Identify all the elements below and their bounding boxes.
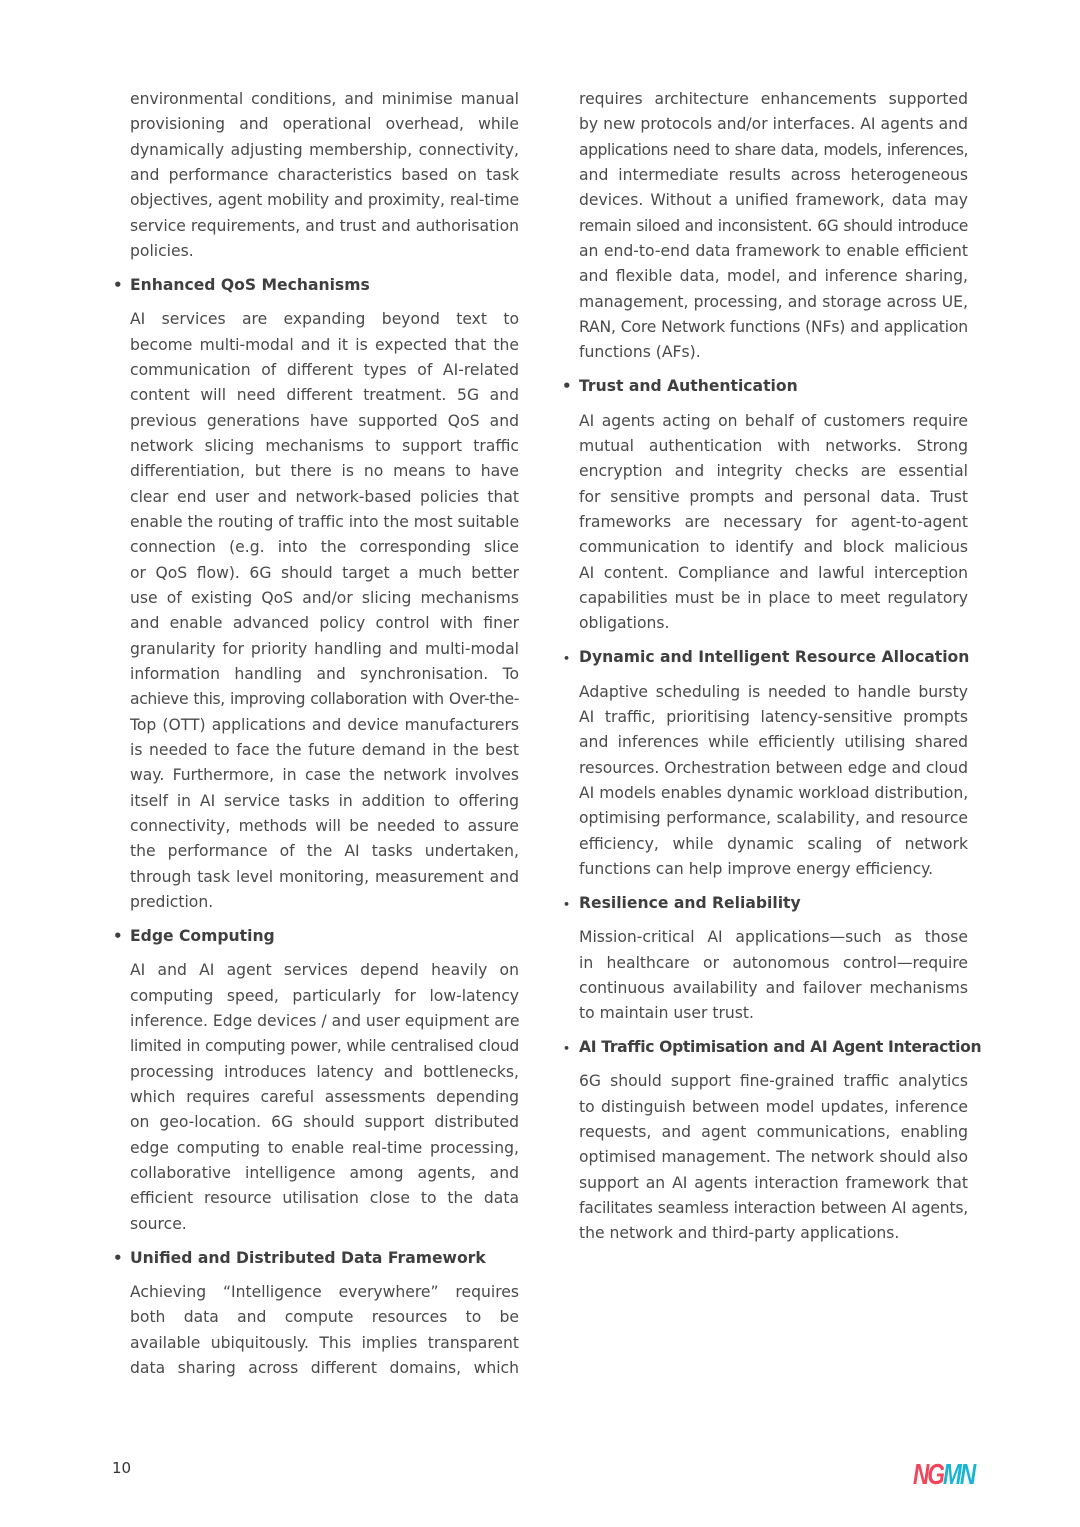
- text-line: itself in AI service tasks in addition to offering: [130, 791, 519, 810]
- text-line: 6G should support fine-grained traffic analytics: [579, 1072, 968, 1091]
- section-heading-enhanced-qos: [113, 273, 519, 298]
- text-line: mutual authentication with networks. Strong: [579, 436, 968, 455]
- text-line: previous generations have supported QoS and: [130, 411, 519, 430]
- right-column: [562, 87, 982, 1255]
- text-line: enable the routing of traffic into the most suitable: [130, 513, 519, 531]
- text-line: the performance of the AI tasks undertaken,: [130, 842, 519, 861]
- text-line: resources. Orchestration between edge and cloud: [579, 758, 968, 777]
- text-line: and intermediate results across heterogeneous: [579, 166, 968, 185]
- text-line: way. Furthermore, in case the network involves: [130, 766, 519, 785]
- bullet-icon: •: [563, 897, 571, 911]
- text-line: content will need different treatment. 5G and: [130, 386, 519, 405]
- section-body-unified-data-framework: [130, 1280, 519, 1381]
- bullet-icon: •: [113, 1248, 123, 1267]
- continuation-paragraph: [579, 87, 968, 366]
- text-line: AI content. Compliance and lawful interception: [579, 563, 968, 582]
- text-line: which requires careful assessments depending: [130, 1088, 519, 1107]
- text-line: on geo-location. 6G should support distributed: [130, 1113, 519, 1132]
- text-line: Top (OTT) applications and device manufacturers: [130, 715, 519, 734]
- text-line: by new protocols and/or interfaces. AI agents and: [579, 115, 968, 134]
- left-column: [113, 87, 520, 1390]
- text-line: management, processing, and storage across UE,: [579, 292, 968, 311]
- section-body-edge-computing: [130, 958, 519, 1237]
- page-number: 10: [112, 1459, 132, 1477]
- text-line: requires architecture enhancements supported: [579, 90, 968, 108]
- text-line: through task level monitoring, measurement and: [130, 867, 519, 886]
- text-line: and performance characteristics based on task: [130, 166, 519, 185]
- text-line: communication to identify and block malicious: [579, 538, 968, 557]
- text-line: Achieving “Intelligence everywhere” requires: [130, 1282, 519, 1301]
- text-line: Adaptive scheduling is needed to handle bursty: [579, 682, 968, 701]
- text-line: become multi-modal and it is expected that the: [130, 335, 519, 354]
- text-line: the network and third-party applications.: [579, 1224, 900, 1243]
- text-line: and enable advanced policy control with finer: [130, 614, 519, 633]
- text-line: prediction.: [130, 893, 214, 912]
- text-line: AI services are expanding beyond text to: [130, 310, 519, 329]
- text-line: environmental conditions, and minimise manual: [130, 90, 519, 108]
- text-line: achieve this, improving collaboration with Over-the-: [130, 690, 519, 709]
- bullet-icon: •: [113, 927, 123, 945]
- text-line: use of existing QoS and/or slicing mechanisms: [130, 589, 519, 608]
- text-line: collaborative intelligence among agents, and: [130, 1164, 519, 1183]
- text-line: computing speed, particularly for low-latency: [130, 986, 519, 1005]
- text-line: data sharing across different domains, which: [130, 1359, 519, 1377]
- text-line: applications need to share data, models, inferences,: [579, 140, 968, 159]
- text-line: RAN, Core Network functions (NFs) and application: [579, 318, 968, 337]
- text-line: clear end user and network-based policies that: [130, 487, 519, 506]
- text-line: communication of different types of AI-related: [130, 360, 519, 379]
- text-line: AI traffic, prioritising latency-sensitive prompts: [579, 707, 968, 726]
- text-line: or QoS flow). 6G should target a much better: [130, 563, 519, 582]
- text-line: an end-to-end data framework to enable efficient: [579, 242, 968, 261]
- heading-text: Dynamic and Intelligent Resource Allocation: [579, 648, 970, 667]
- text-line: devices. Without a unified framework, data may: [579, 191, 968, 210]
- text-line: service requirements, and trust and authorisation: [130, 216, 519, 235]
- text-line: in healthcare or autonomous control—require: [579, 953, 968, 972]
- logo-part-ng: NG: [913, 1459, 944, 1491]
- section-heading-edge-computing: [113, 924, 519, 949]
- section-body-trust-authentication: [579, 409, 968, 637]
- heading-text: AI Traffic Optimisation and AI Agent Interaction: [579, 1038, 982, 1057]
- text-line: requests, and agent communications, enabling: [579, 1123, 968, 1142]
- text-line: functions (AFs).: [579, 343, 701, 362]
- section-heading-resilience-reliability: [563, 891, 968, 916]
- text-line: processing introduces latency and bottlenecks,: [130, 1062, 519, 1081]
- section-body-resilience-reliability: [579, 925, 968, 1026]
- text-line: encryption and integrity checks are essential: [579, 462, 968, 481]
- text-line: objectives, agent mobility and proximity, real-time: [130, 191, 519, 210]
- intro-paragraph: [130, 87, 519, 264]
- text-line: is needed to face the future demand in the best: [130, 741, 519, 760]
- text-line: connectivity, methods will be needed to assure: [130, 817, 519, 836]
- text-line: available ubiquitously. This implies transparent: [130, 1333, 519, 1352]
- section-body-ai-traffic-optimisation: [579, 1069, 968, 1246]
- text-line: AI models enables dynamic workload distribution,: [579, 783, 969, 802]
- text-line: remain siloed and inconsistent. 6G should introduce: [579, 216, 968, 235]
- text-line: obligations.: [579, 614, 670, 633]
- section-heading-trust-authentication: [562, 374, 968, 399]
- text-line: policies.: [130, 242, 194, 261]
- text-line: provisioning and operational overhead, while: [130, 115, 519, 134]
- text-line: for sensitive prompts and personal data. Trust: [579, 487, 968, 506]
- heading-text: Edge Computing: [130, 927, 275, 945]
- section-body-enhanced-qos: [130, 307, 519, 915]
- text-line: differentiation, but there is no means to have: [130, 462, 519, 481]
- logo-part-mn: MN: [943, 1459, 975, 1491]
- text-line: efficiency, while dynamic scaling of network: [579, 834, 968, 853]
- heading-text: Trust and Authentication: [579, 377, 798, 396]
- text-line: AI and AI agent services depend heavily on: [130, 961, 519, 980]
- section-body-dynamic-resource-allocation: [579, 680, 968, 883]
- text-line: network slicing mechanisms to support traffic: [130, 436, 519, 455]
- bullet-icon: •: [563, 1042, 571, 1056]
- text-line: continuous availability and failover mechanisms: [579, 978, 968, 997]
- bullet-icon: •: [113, 275, 123, 294]
- text-line: and flexible data, model, and inference sharing,: [579, 267, 968, 286]
- bullet-icon: •: [562, 377, 572, 396]
- text-line: optimised management. The network should also: [579, 1148, 968, 1167]
- text-line: and inferences while efficiently utilising shared: [579, 733, 968, 752]
- text-line: support an AI agents interaction framework that: [579, 1173, 968, 1192]
- text-line: inference. Edge devices / and user equipment are: [130, 1012, 520, 1031]
- section-heading-dynamic-resource-allocation: [563, 645, 970, 670]
- text-line: dynamically adjusting membership, connectivity,: [130, 140, 519, 159]
- text-line: Mission-critical AI applications—such as those: [579, 928, 968, 947]
- text-line: functions can help improve energy efficiency.: [579, 859, 934, 878]
- heading-text: Enhanced QoS Mechanisms: [130, 275, 370, 294]
- text-line: source.: [130, 1214, 187, 1233]
- text-line: capabilities must be in place to meet regulatory: [579, 589, 968, 608]
- section-heading-ai-traffic-optimisation: [563, 1035, 982, 1060]
- text-line: to maintain user trust.: [579, 1004, 754, 1023]
- text-line: edge computing to enable real-time processing,: [130, 1138, 519, 1157]
- text-line: information handling and synchronisation. To: [130, 665, 519, 684]
- bullet-icon: •: [563, 652, 571, 666]
- text-line: efficient resource utilisation close to the data: [130, 1189, 519, 1208]
- heading-text: Unified and Distributed Data Framework: [130, 1248, 486, 1267]
- text-line: limited in computing power, while centralised cloud: [130, 1037, 519, 1056]
- text-line: frameworks are necessary for agent-to-agent: [579, 513, 968, 531]
- text-line: to distinguish between model updates, inference: [579, 1097, 968, 1116]
- ngmn-logo: [913, 1458, 974, 1492]
- section-heading-unified-data-framework: [113, 1246, 519, 1271]
- heading-text: Resilience and Reliability: [579, 893, 801, 912]
- text-line: connection (e.g. into the corresponding slice: [130, 538, 519, 557]
- text-line: granularity for priority handling and multi-modal: [130, 639, 519, 658]
- text-line: both data and compute resources to be: [130, 1308, 519, 1327]
- text-line: AI agents acting on behalf of customers require: [579, 411, 968, 430]
- text-line: facilitates seamless interaction between AI agents,: [579, 1199, 968, 1218]
- text-line: optimising performance, scalability, and resource: [579, 809, 968, 828]
